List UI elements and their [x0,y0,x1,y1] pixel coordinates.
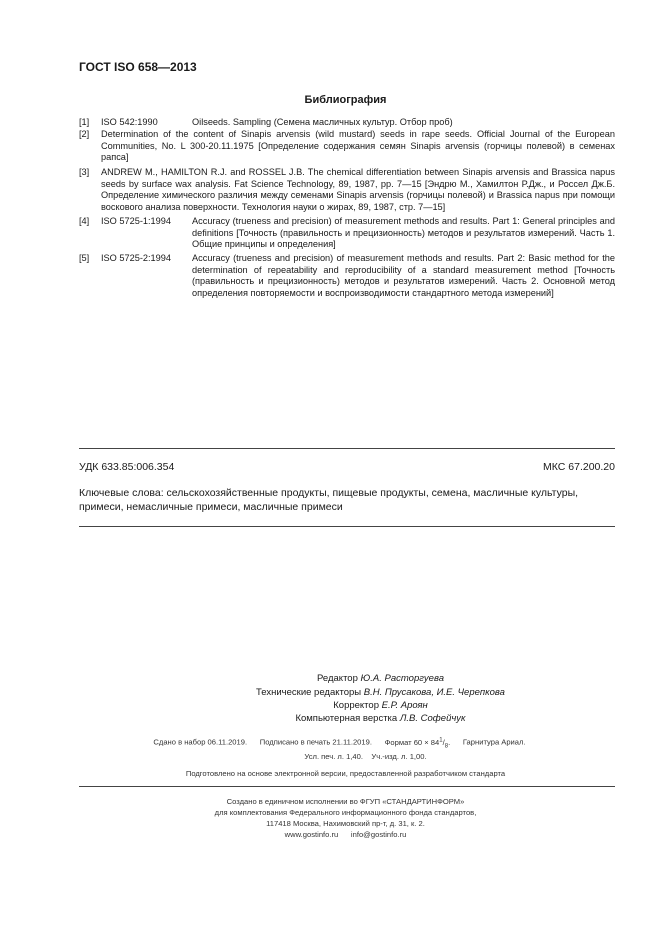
bib-entry-number: [1] [79,117,90,127]
mks-code: МКС 67.200.20 [543,461,615,473]
sign-date: Подписано в печать 21.11.2019. [259,737,372,747]
publisher-email[interactable]: info@gostinfo.ru [350,830,407,839]
layout-line [0,712,661,726]
bib-entry [79,129,615,164]
bib-entry-code: ISO 5725-1:1994 [101,216,171,226]
divider [79,448,615,449]
bib-entry-code: ISO 5725-2:1994 [101,253,171,263]
bib-entry [79,117,615,129]
layout-label: Компьютерная верстка [295,713,398,724]
editor-name: Ю.А. Расторгуева [360,673,444,684]
publisher-block [0,796,661,840]
keywords: Ключевые слова: сельскохозяйственные продукты, пищевые продукты, семена, масличные культуры, примеси, немасличные примеси, масличные примеси [79,487,579,513]
corrector-label: Корректор [333,700,379,711]
prepared-note: Подготовлено на основе электронной версии, предоставленной разработчиком стандарта [185,769,506,778]
layout-name: Л.В. Софейчук [399,713,466,724]
publisher-line: для комплектования Федерального информационного фонда стандартов, [214,808,477,817]
bib-entry-text: Accuracy (trueness and precision) of measurement methods and results. Part 2: Basic method for the determination of repeatability and reproducibility of a standard measurement method [Точность (правильность и прецизионность) методов и результатов измерений. Часть 2. Основной метод определения повторяемости и воспроизводимости стандартного метода измерений] [192,253,615,298]
tech-editors-label: Технические редакторы [256,687,362,698]
publishing-sheets: Уч.-изд. л. 1,00. [371,752,427,761]
bib-entry-number: [3] [79,167,90,177]
set-date: Сдано в набор 06.11.2019. [153,737,248,747]
bib-entry-number: [5] [79,253,90,263]
bib-entry-text: ANDREW M., HAMILTON R.J. and ROSSEL J.B. The chemical differentiation between Sinapis arvensis and Brassica napus seeds by surface wax analysis. Fat Science Technology, 89, 1987, pp. 7—15 [Эндрю М., Хамилтон Р.Дж., и Россел Дж.Б. Определение химического различия между семенами Sinapis arvensis (горчицы полевой) и Brassica napus при помощи воскового анализа поверхности. Технология науки о жирах, 89, 1987, стр. 7—15] [101,167,615,212]
divider [79,526,615,527]
bib-entry-text: Oilseeds. Sampling (Семена масличных культур. Отбор проб) [192,117,453,127]
print-sheets: Усл. печ. л. 1,40. [304,752,363,761]
tech-editors-line [0,686,661,700]
print-info-row [0,737,661,749]
editor-line [0,672,661,686]
bib-entry-text: Determination of the content of Sinapis arvensis (wild mustard) seeds in rape seeds. Official Journal of the European Communities, No. L 300-20.11.1975 [Определение содержания семян Sinapis arvensis (горчицы полевой) в семенах рапса] [101,129,615,163]
divider [79,786,615,787]
typeface: Гарнитура Ариал. [462,737,526,747]
tech-editors-names: В.Н. Прусакова, И.Е. Черепкова [363,687,505,698]
udk-code: УДК 633.85:006.354 [79,461,175,473]
publisher-address: 117418 Москва, Нахимовский пр-т, д. 31, к. 2. [266,819,425,828]
print-info-row [0,752,661,761]
bib-entry-text: Accuracy (trueness and precision) of measurement methods and results. Part 1: General principles and definitions [Точность (правильность и прецизионность) методов и результатов измерений. Часть 1. Общие принципы и определения] [192,216,615,250]
bib-entry [79,167,615,213]
corrector-line [0,699,661,713]
bib-entry [79,253,615,299]
bib-entry-number: [2] [79,129,90,139]
editor-label: Редактор [316,673,358,684]
publisher-contacts [30,829,661,840]
bib-entry-code: ISO 542:1990 [101,117,158,127]
bibliography-title: Библиография [304,94,387,106]
corrector-name: Е.Р. Ароян [381,700,428,711]
publisher-line: Создано в единичном исполнении во ФГУП «СТАНДАРТИНФОРМ» [226,797,465,806]
document-code: ГОСТ ISO 658—2013 [79,60,197,74]
bib-entry [79,216,615,251]
paper-format: Формат $60 \times 84^1/_8$. [384,737,451,750]
bib-entry-number: [4] [79,216,90,226]
publisher-website[interactable]: www.gostinfo.ru [284,830,339,839]
